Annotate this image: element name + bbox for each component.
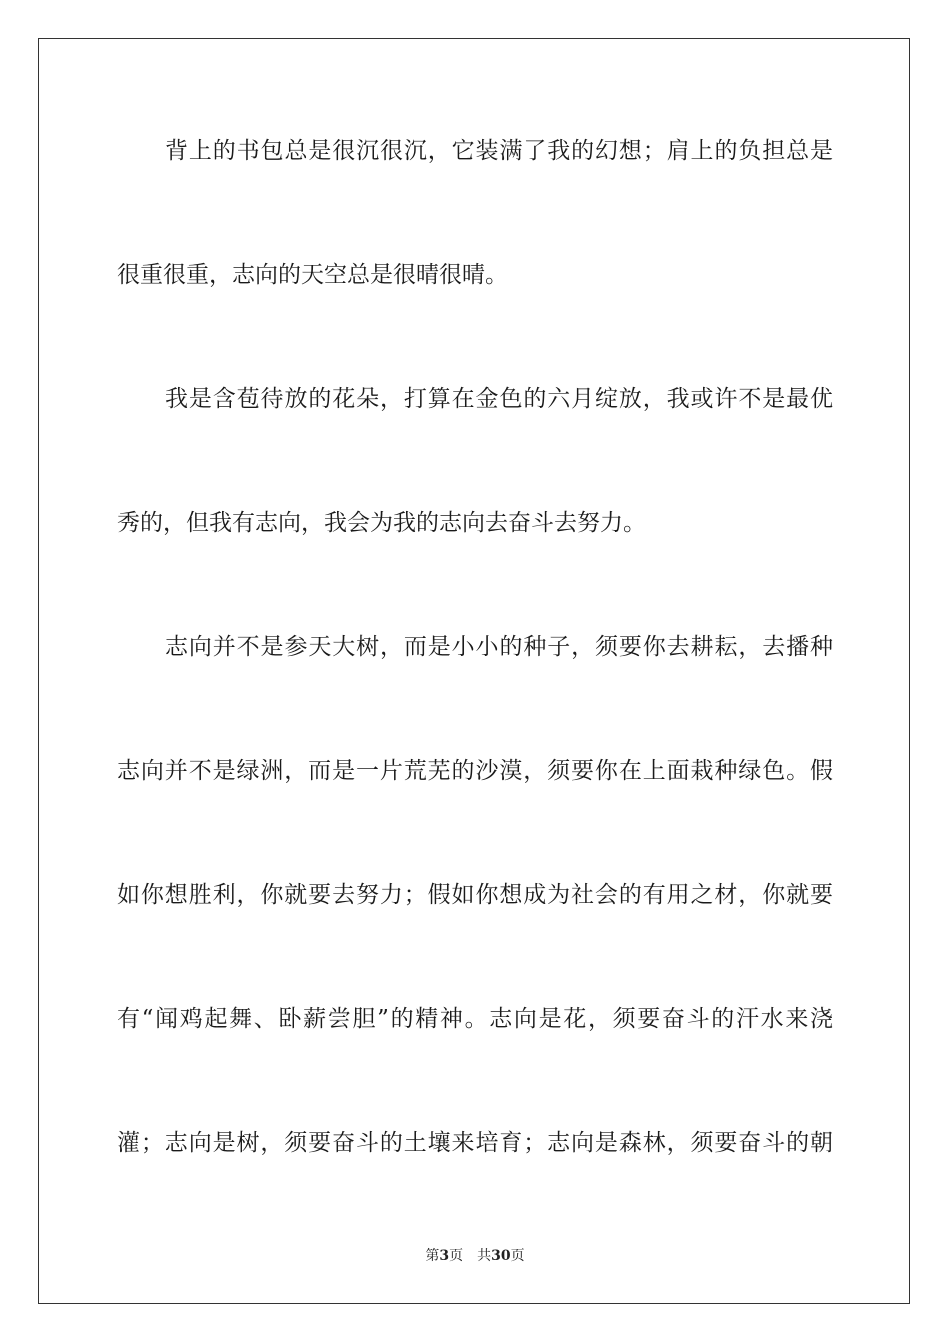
- footer-page-number: 3: [439, 1248, 450, 1264]
- body-text-line: 灌；志向是树，须要奋斗的土壤来培育；志向是森林，须要奋斗的朝: [117, 1130, 833, 1156]
- page-footer: [0, 1247, 950, 1265]
- body-text-line: 志向并不是参天大树，而是小小的种子，须要你去耕耘，去播种: [165, 634, 833, 660]
- body-text-line: 如你想胜利，你就要去努力；假如你想成为社会的有用之材，你就要: [117, 882, 833, 908]
- body-text-line: 很重很重，志向的天空总是很晴很晴。: [117, 262, 508, 288]
- footer-total-suffix: 页: [510, 1248, 525, 1264]
- body-text-line: 志向并不是绿洲，而是一片荒芜的沙漠，须要你在上面栽种绿色。假: [117, 758, 833, 784]
- page-border: [38, 38, 910, 1304]
- footer-total-prefix: 共: [477, 1248, 492, 1264]
- body-text-line: 我是含苞待放的花朵，打算在金色的六月绽放，我或许不是最优: [165, 386, 833, 412]
- footer-page-suffix: 页: [449, 1248, 464, 1264]
- body-text-line: 背上的书包总是很沉很沉，它装满了我的幻想；肩上的负担总是: [165, 138, 833, 164]
- footer-total-pages: 30: [491, 1248, 511, 1264]
- body-text-line: 秀的，但我有志向，我会为我的志向去奋斗去努力。: [117, 510, 646, 536]
- footer-page-prefix: 第: [425, 1248, 440, 1264]
- body-text-line: 有“闻鸡起舞、卧薪尝胆”的精神。志向是花，须要奋斗的汗水来浇: [117, 1006, 833, 1032]
